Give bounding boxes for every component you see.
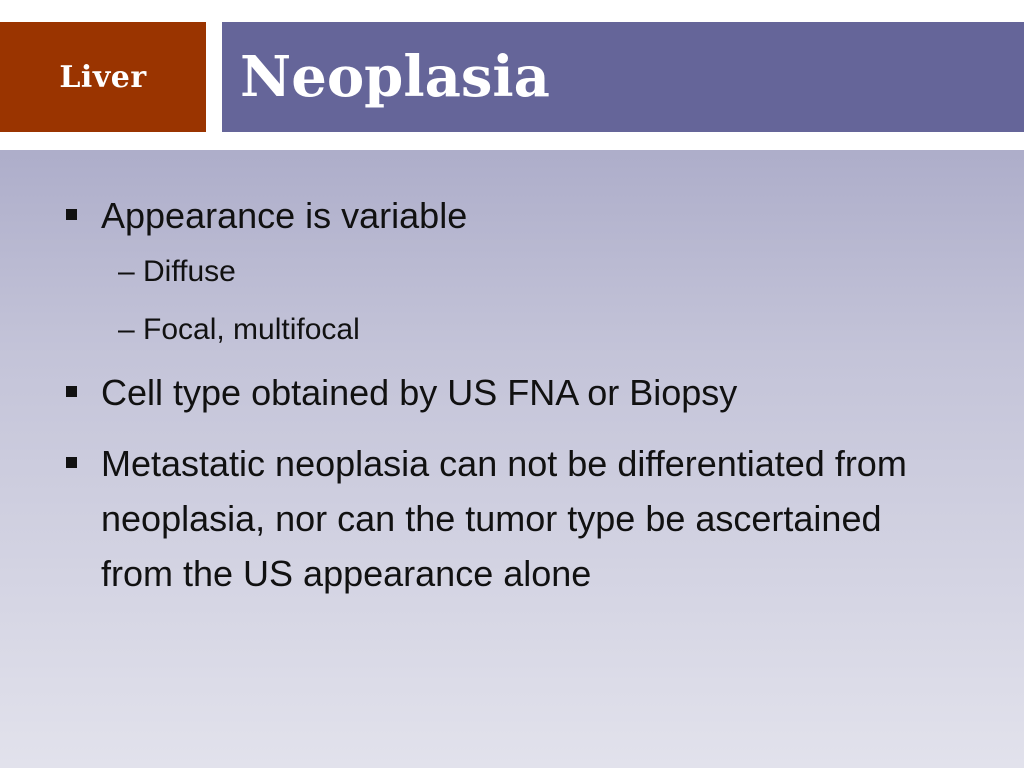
bullet-item xyxy=(0,365,931,420)
bullet-text: Cell type obtained by US FNA or Biopsy xyxy=(101,372,738,413)
slide-content xyxy=(0,188,1024,601)
bullet-item xyxy=(0,436,931,601)
section-label: Liver xyxy=(59,59,147,95)
sub-list xyxy=(0,243,1024,359)
section-label-box xyxy=(0,22,206,132)
title-bar xyxy=(222,22,1024,132)
slide-title: Neoplasia xyxy=(240,44,550,110)
square-bullet-icon xyxy=(66,209,77,220)
bullet-text: Appearance is variable xyxy=(101,195,468,236)
bullet-text: Metastatic neoplasia can not be differentiated from neoplasia, nor can the tumor type be ascertained from the US appearance alone xyxy=(101,443,907,594)
square-bullet-icon xyxy=(66,386,77,397)
square-bullet-icon xyxy=(66,457,77,468)
sub-item: – Focal, multifocal xyxy=(118,313,360,346)
sub-item: – Diffuse xyxy=(118,255,236,288)
bullet-item xyxy=(0,188,931,243)
